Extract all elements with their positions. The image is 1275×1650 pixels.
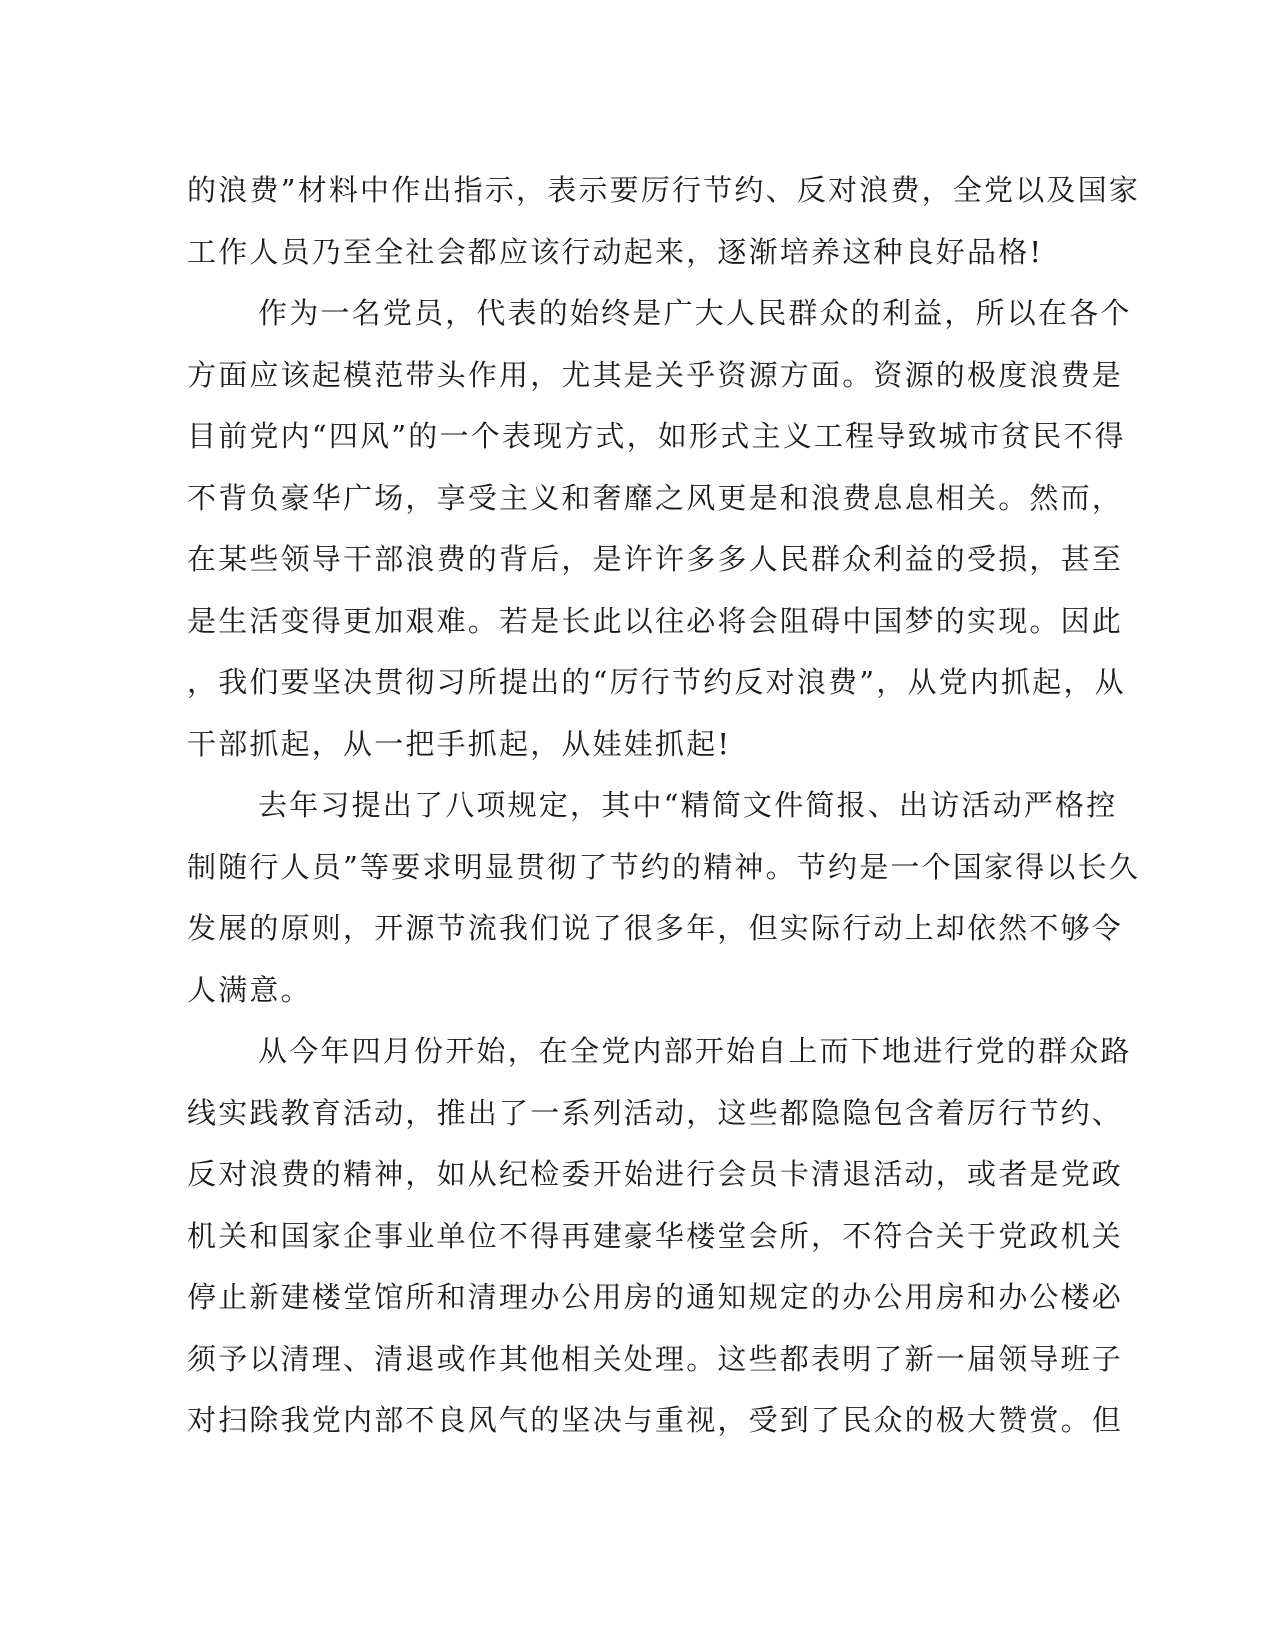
- text-line: 在某些领导干部浪费的背后，是许许多多人民群众利益的受损，甚至: [187, 542, 1124, 576]
- body-text: [187, 160, 1141, 1452]
- paragraph-start-line: 从今年四月份开始，在全党内部开始自上而下地进行党的群众路: [258, 1034, 1132, 1068]
- text-line: 制随行人员”等要求明显贯彻了节约的精神。节约是一个国家得以长久: [187, 849, 1141, 884]
- text-line: 机关和国家企事业单位不得再建豪华楼堂会所，不符合关于党政机关: [187, 1218, 1124, 1253]
- text-line: 是生活变得更加艰难。若是长此以往必将会阻碍中国梦的实现。因此: [187, 603, 1124, 638]
- text-line: ，我们要坚决贯彻习所提出的“厉行节约反对浪费”，从党内抓起，从: [187, 665, 1126, 699]
- text-line: 的浪费”材料中作出指示，表示要厉行节约、反对浪费，全党以及国家: [187, 173, 1141, 207]
- text-line: 干部抓起，从一把手抓起，从娃娃抓起!: [187, 726, 732, 761]
- text-line: 目前党内“四风”的一个表现方式，如形式主义工程导致城市贫民不得: [187, 419, 1126, 453]
- text-line: 线实践教育活动，推出了一系列活动，这些都隐隐包含着厉行节约、: [187, 1095, 1124, 1130]
- text-line: 须予以清理、清退或作其他相关处理。这些都表明了新一届领导班子: [187, 1341, 1124, 1376]
- paragraph-start-line: 去年习提出了八项规定，其中“精简文件简报、出访活动严格控: [258, 788, 1118, 822]
- text-line: 对扫除我党内部不良风气的坚决与重视，受到了民众的极大赞赏。但: [187, 1403, 1124, 1437]
- text-line: 反对浪费的精神，如从纪检委开始进行会员卡清退活动，或者是党政: [187, 1157, 1124, 1191]
- text-line: 发展的原则，开源节流我们说了很多年，但实际行动上却依然不够令: [187, 911, 1124, 945]
- text-line: 方面应该起模范带头作用，尤其是关乎资源方面。资源的极度浪费是: [187, 357, 1124, 392]
- text-line: 不背负豪华广场，享受主义和奢靡之风更是和浪费息息相关。然而，: [187, 480, 1124, 515]
- paragraph-start-line: 作为一名党员，代表的始终是广大人民群众的利益，所以在各个: [258, 296, 1132, 330]
- text-line: 人满意。: [187, 972, 312, 1007]
- text-line: 停止新建楼堂馆所和清理办公用房的通知规定的办公用房和办公楼必: [187, 1280, 1124, 1314]
- text-line: 工作人员乃至全社会都应该行动起来，逐渐培养这种良好品格!: [187, 234, 1044, 269]
